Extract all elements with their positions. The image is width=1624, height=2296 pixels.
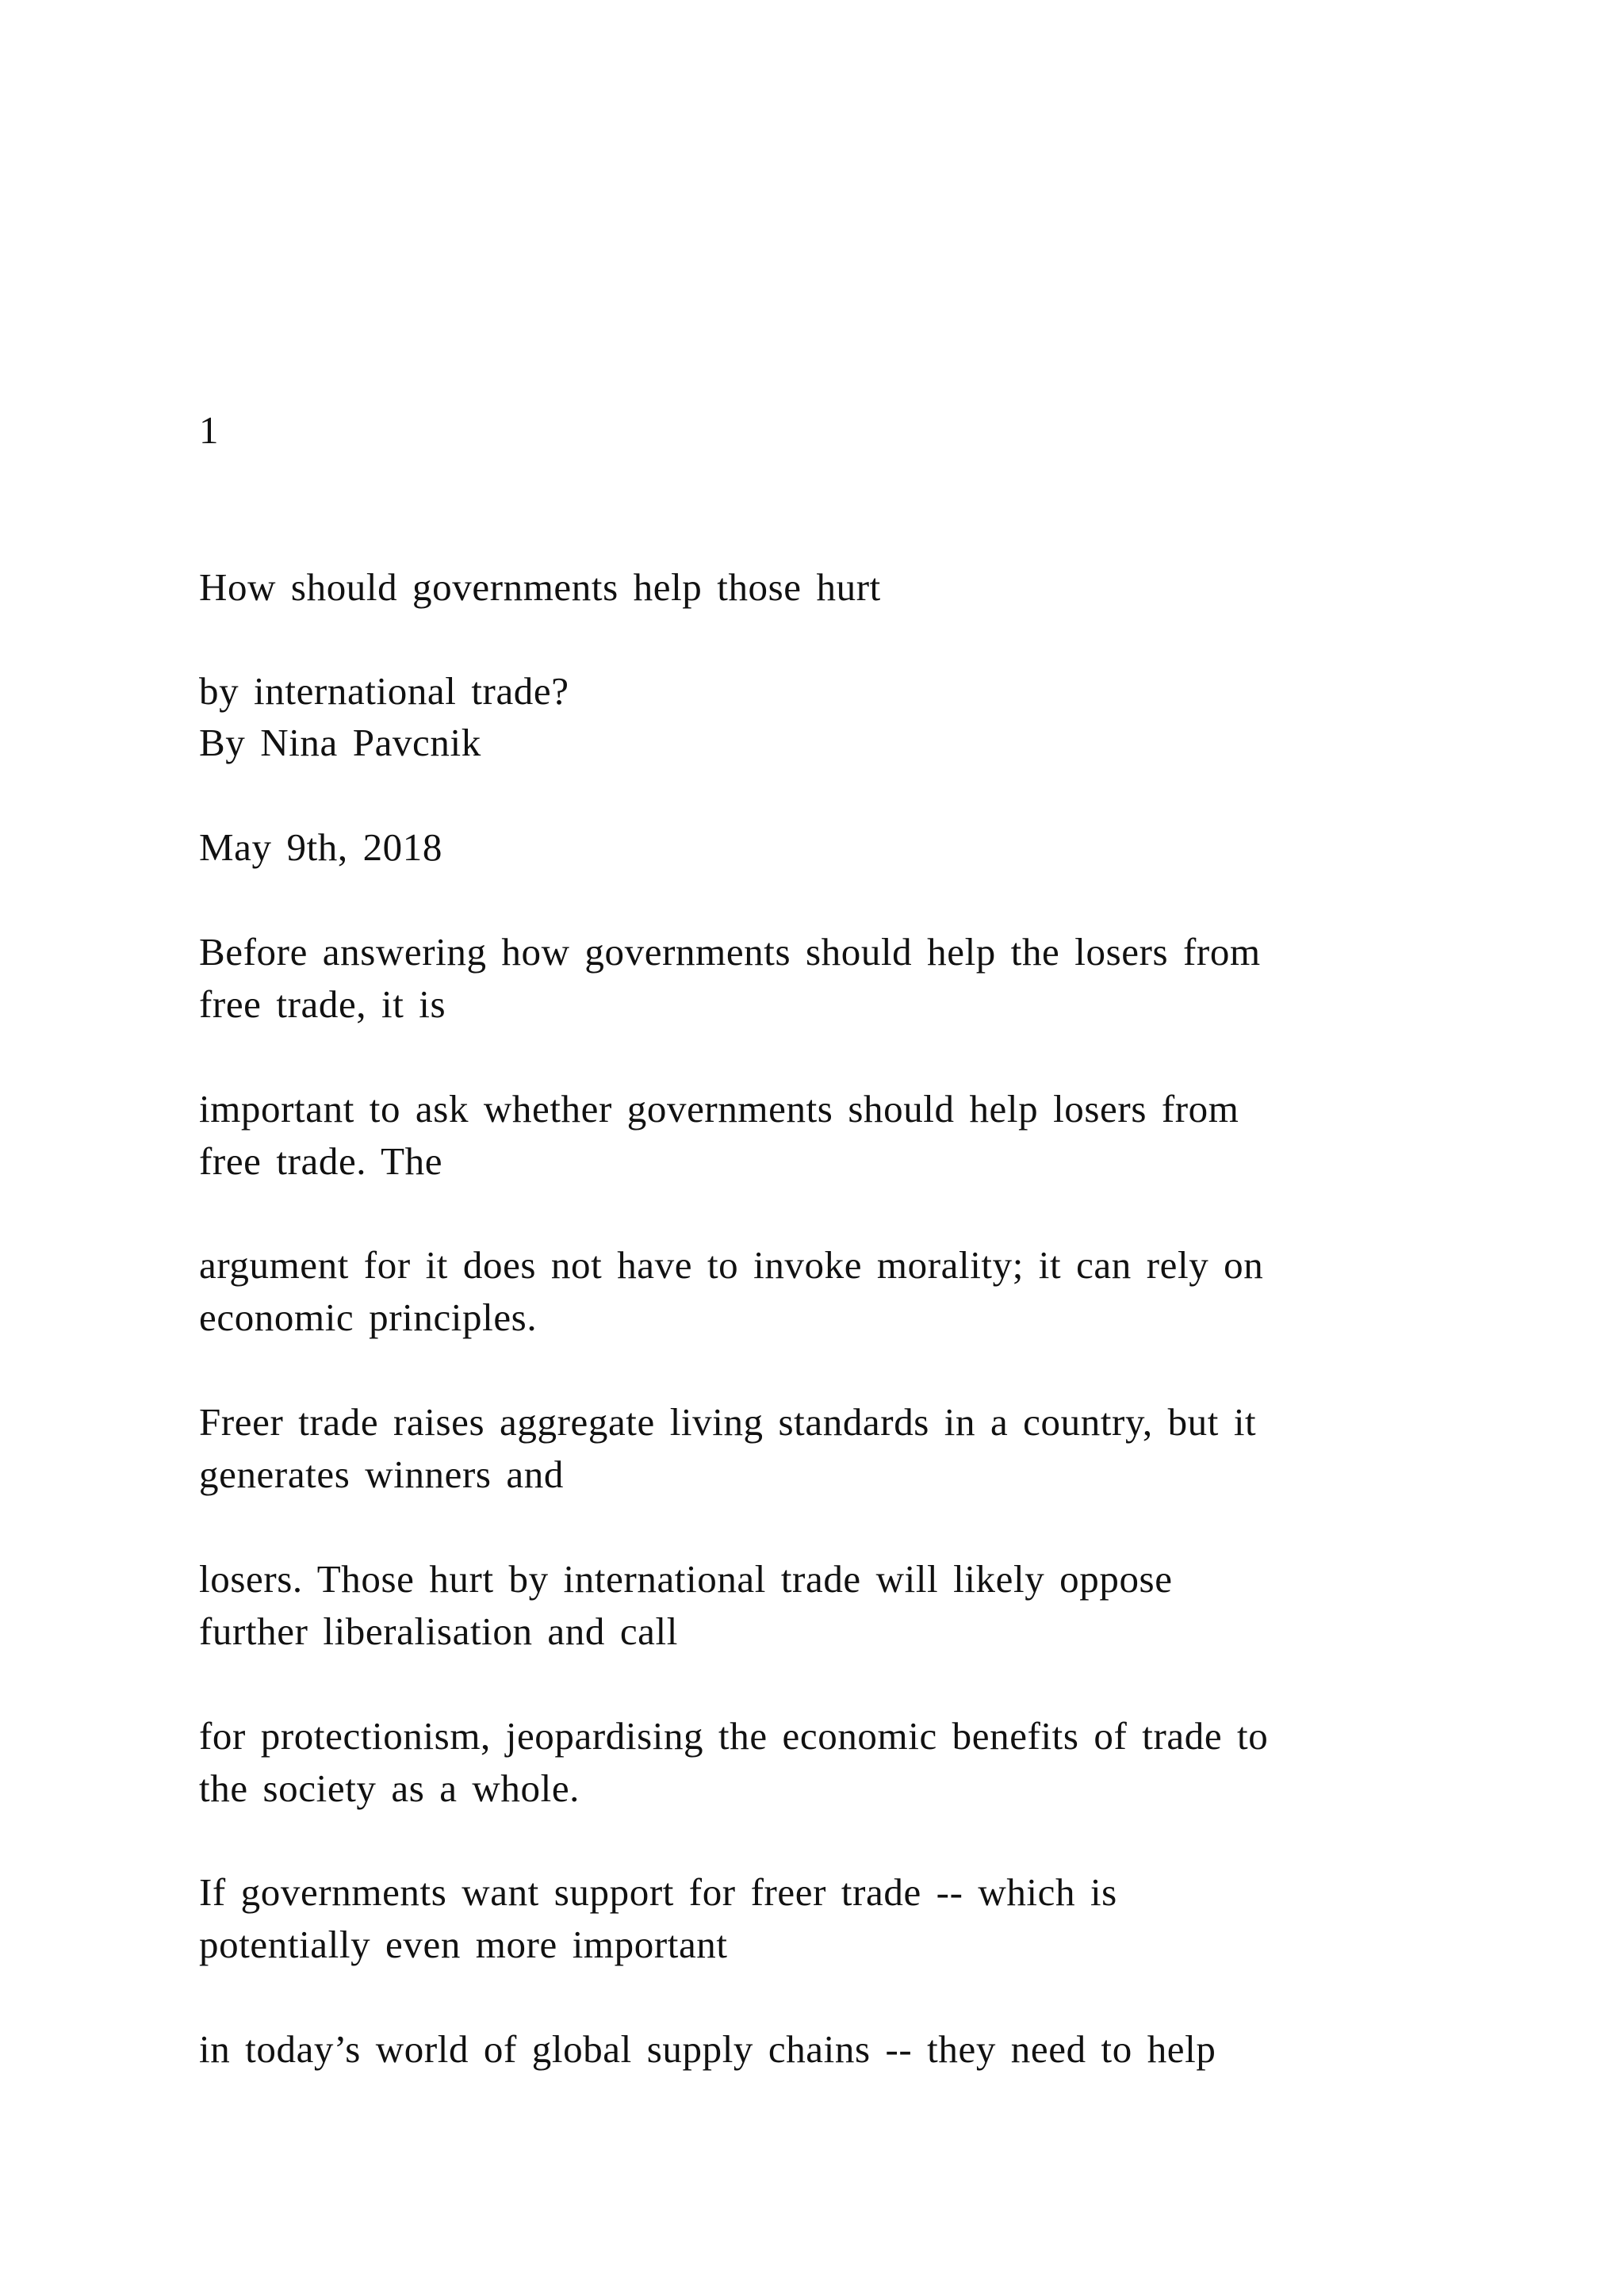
body-line: free trade, it is: [199, 982, 446, 1026]
body-line: If governments want support for freer trade -- which is: [199, 1870, 1117, 1914]
body-line: economic principles.: [199, 1295, 538, 1339]
date-line: May 9th, 2018: [199, 825, 442, 869]
body-line: free trade. The: [199, 1139, 443, 1183]
page-number: 1: [199, 408, 220, 452]
byline: By Nina Pavcnik: [199, 721, 481, 764]
body-line: in today’s world of global supply chains -- they need to help: [199, 2027, 1216, 2071]
body-line: losers. Those hurt by international trade will likely oppose: [199, 1557, 1173, 1601]
body-line: Before answering how governments should help the losers from: [199, 930, 1261, 974]
body-line: further liberalisation and call: [199, 1609, 678, 1653]
body-line: generates winners and: [199, 1452, 564, 1496]
body-line: the society as a whole.: [199, 1766, 580, 1810]
title-line-2: by international trade?: [199, 669, 569, 713]
body-line: argument for it does not have to invoke morality; it can rely on: [199, 1243, 1264, 1287]
title-line-1: How should governments help those hurt: [199, 565, 881, 609]
body-line: important to ask whether governments should help losers from: [199, 1087, 1239, 1131]
body-line: potentially even more important: [199, 1923, 728, 1966]
body-line: for protectionism, jeopardising the economic benefits of trade to: [199, 1714, 1269, 1758]
body-line: Freer trade raises aggregate living standards in a country, but it: [199, 1400, 1257, 1444]
